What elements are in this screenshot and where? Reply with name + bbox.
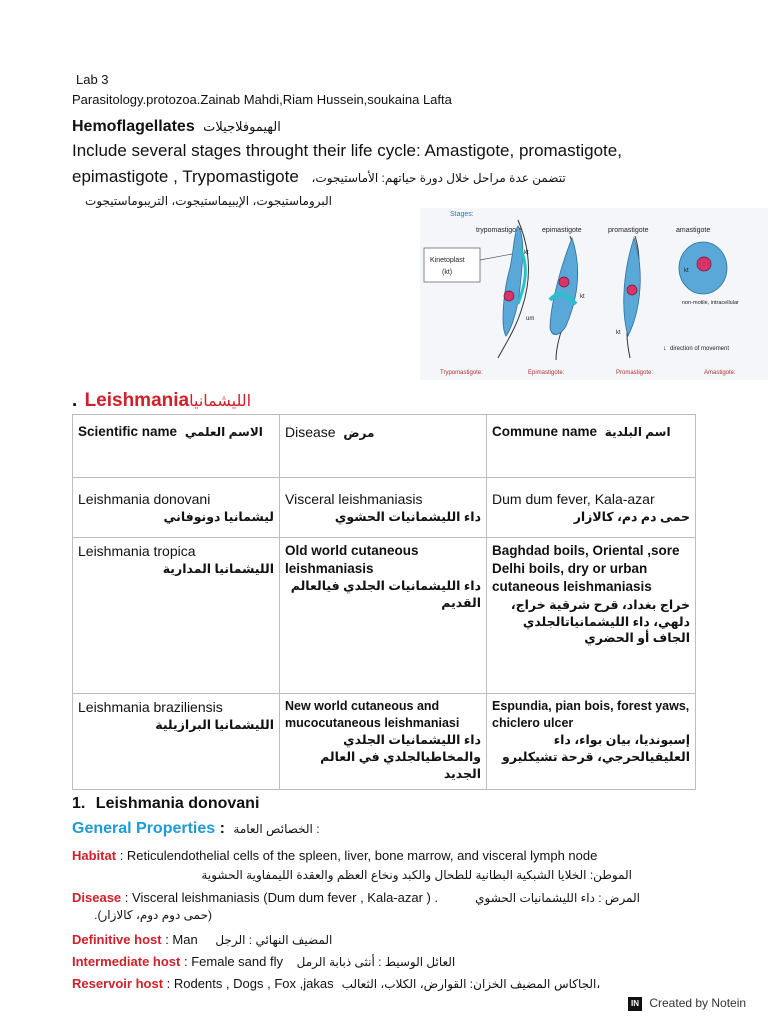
leishmania-title: Leishmania <box>84 390 190 411</box>
stages-illustration <box>420 208 768 380</box>
um-label: um <box>526 316 535 322</box>
table-header-row <box>73 415 696 478</box>
leishmania-heading <box>72 390 251 412</box>
general-properties-title: General Properties <box>72 820 216 837</box>
direction-label: direction of movement <box>670 346 730 352</box>
amastigote-nucleus <box>697 257 711 271</box>
notein-logo-icon: IN <box>628 997 642 1011</box>
intermediate-host-text: : Female sand fly <box>183 954 283 969</box>
general-properties-ar: الخصائص العامة : <box>233 822 320 836</box>
trypomastigote-nucleus <box>504 291 514 301</box>
kt-label-1: kt <box>524 250 529 256</box>
kinetoplast-callout-box <box>424 248 480 282</box>
intermediate-host-line <box>72 954 455 969</box>
section-title: Leishmania donovani <box>95 795 260 812</box>
definitive-host-label: Definitive host <box>72 932 162 947</box>
cell-dis-en: Visceral leishmaniasis <box>285 491 423 507</box>
disease-text: : Visceral leishmaniasis (Dum dum fever , Kala-azar ) . <box>124 890 439 905</box>
habitat-text: : Reticulendothelial cells of the spleen, liver, bone marrow, and visceral lymph node <box>119 848 598 863</box>
habitat-ar: الموطن: الخلايا الشبكية البطانية للطحال والكبد ونخاع العظم والعقدة الليمفاوية الحشوية <box>201 868 632 882</box>
intro-line-2 <box>72 167 566 187</box>
direction-arrow-icon: ↓ <box>663 345 667 352</box>
figure-stages-title: Stages: <box>450 211 474 218</box>
authors-line: Parasitology.protozoa.Zainab Mahdi,Riam Hussein,soukaina Lafta <box>72 92 452 107</box>
kt-label-2: kt <box>580 294 585 300</box>
intro-line-2-en: epimastigote , Trypomastigote <box>72 167 299 186</box>
disease-line <box>72 890 438 905</box>
hemoflagellates-heading <box>72 118 281 136</box>
leishmania-title-ar: الليشمانيا <box>189 393 252 410</box>
cell-sci-donovani <box>73 478 280 538</box>
table-row <box>73 538 696 694</box>
header-scientific-en: Scientific name <box>78 424 178 439</box>
cell-com-braziliensis <box>487 694 696 790</box>
general-properties-heading <box>72 820 320 838</box>
cell-com-donovani <box>487 478 696 538</box>
intro-line-3-ar: البروماستيجوت، الإيبيماستيجوت، التريبوماستيجوت <box>85 194 332 208</box>
notein-footer <box>628 996 746 1011</box>
cell-dis-ar: داء الليشمانيات الحشوي <box>334 510 481 525</box>
header-commune-en: Commune name <box>492 424 598 439</box>
cell-sci-en: Leishmania braziliensis <box>78 699 223 715</box>
definitive-host-text: : Man <box>165 932 198 947</box>
cell-com-tropica <box>487 538 696 694</box>
habitat-line <box>72 848 597 863</box>
section-heading <box>72 795 259 813</box>
reservoir-host-text: : Rodents , Dogs , Fox ,jakas <box>166 976 334 991</box>
header-disease <box>280 415 487 478</box>
bottom-label-epi: Epimastigote: <box>528 370 565 376</box>
cell-sci-en: Leishmania donovani <box>78 491 211 507</box>
cell-com-en-2: Delhi boils, dry or urban cutaneous leishmaniasis <box>492 561 652 595</box>
cell-com-en: Dum dum fever, Kala-azar <box>492 491 655 507</box>
hemoflagellates-title: Hemoflagellates <box>72 118 195 135</box>
notein-footer-text: Created by Notein <box>649 996 747 1010</box>
reservoir-host-ar-2: المضيف الخزان: القوارض، الكلاب، الثعالب، <box>341 977 601 991</box>
leishmania-prefix: . <box>72 390 78 411</box>
header-scientific-name <box>73 415 280 478</box>
cell-sci-en: Leishmania tropica <box>78 543 196 559</box>
intro-line-2-ar: ،تتضمن عدة مراحل خلال دورة حياتهم: الأماستيجوت <box>311 171 566 185</box>
cell-dis-tropica <box>280 538 487 694</box>
disease-ar-2: (حمى دوم دوم، كالازار). <box>94 908 212 922</box>
table-row <box>73 694 696 790</box>
intermediate-host-ar: العائل الوسيط : أنثى ذبابة الرمل <box>296 955 456 969</box>
cell-sci-braziliensis <box>73 694 280 790</box>
cell-dis-ar: داء الليشمانيات الجلدي فيالعالم القديم <box>290 579 481 611</box>
label-epimastigote: epimastigote <box>542 227 582 234</box>
nonmotile-label: non-motile, intracellular <box>682 300 739 306</box>
header-scientific-ar: الاسم العلمي <box>184 425 263 439</box>
cell-com-en-1: Baghdad boils, Oriental ,sore <box>492 543 680 558</box>
label-amastigote: amastigote <box>676 227 711 234</box>
cell-com-ar: حمى دم دم، كالازار <box>573 510 690 525</box>
hemoflagellates-title-ar: الهيموفلاجيلات <box>203 119 281 134</box>
reservoir-host-ar: الجاكاس <box>553 977 597 991</box>
table-row <box>73 478 696 538</box>
bottom-label-ama: Amastigote: <box>704 370 736 376</box>
cell-sci-ar: ليشمانيا دونوفاني <box>163 510 274 525</box>
cell-com-ar: إسبونديا، بيان بواء، داء العليقيالحرجي، قرحة تشيكليرو <box>502 732 690 764</box>
cell-sci-ar: الليشمانيا البرازيلية <box>155 718 274 733</box>
cell-dis-en: Old world cutaneous leishmaniasis <box>285 543 419 577</box>
cell-dis-en: New world cutaneous and mucocutaneous leishmaniasi <box>285 699 460 730</box>
leishmania-species-table <box>72 414 696 790</box>
cell-dis-donovani <box>280 478 487 538</box>
kt-label-4: kt <box>684 268 689 274</box>
general-properties-colon: : <box>219 820 225 837</box>
header-commune-ar: اسم البلدية <box>604 425 671 439</box>
definitive-host-line <box>72 932 332 947</box>
kt-label-3: kt <box>616 330 621 336</box>
epimastigote-nucleus <box>559 277 569 287</box>
cell-com-ar: خراج بغداد، قرح شرقية خراج، دلهي، داء الليشمانياتالجلدي الجاف أو الحضري <box>510 597 690 646</box>
label-trypomastigote: trypomastigote <box>476 227 522 234</box>
bottom-label-trypo: Trypomastigote: <box>440 370 483 376</box>
intermediate-host-label: Intermediate host <box>72 954 181 969</box>
bottom-label-pro: Promastigote: <box>616 370 654 376</box>
section-number: 1. <box>72 795 86 812</box>
kinetoplast-label: Kinetoplast <box>430 257 465 264</box>
promastigote-nucleus <box>627 285 637 295</box>
label-promastigote: promastigote <box>608 227 649 234</box>
cell-com-en: Espundia, pian bois, forest yaws, chiclero ulcer <box>492 699 690 730</box>
reservoir-host-line <box>72 976 600 991</box>
cell-dis-braziliensis <box>280 694 487 790</box>
habitat-label: Habitat <box>72 848 117 863</box>
kinetoplast-pointer <box>480 254 512 260</box>
definitive-host-ar: المضيف النهائي : الرجل <box>215 933 333 947</box>
stages-figure <box>420 208 768 380</box>
lab-number: Lab 3 <box>76 72 109 87</box>
intro-line-1: Include several stages throught their life cycle: Amastigote, promastigote, <box>72 141 622 160</box>
trypomastigote-body <box>503 226 523 336</box>
disease-ar: المرض : داء الليشمانيات الحشوي <box>475 891 640 905</box>
header-commune-name <box>487 415 696 478</box>
cell-sci-tropica <box>73 538 280 694</box>
disease-label: Disease <box>72 890 122 905</box>
header-disease-ar: مرض <box>343 426 375 440</box>
reservoir-host-label: Reservoir host <box>72 976 164 991</box>
cell-dis-ar: داء الليشمانيات الجلدي والمخاطيالجلدي في العالم الجديد <box>320 732 481 781</box>
kinetoplast-abbr: (kt) <box>442 269 453 276</box>
header-disease-en: Disease <box>285 424 336 440</box>
cell-sci-ar: الليشمانيا المدارية <box>162 562 274 577</box>
